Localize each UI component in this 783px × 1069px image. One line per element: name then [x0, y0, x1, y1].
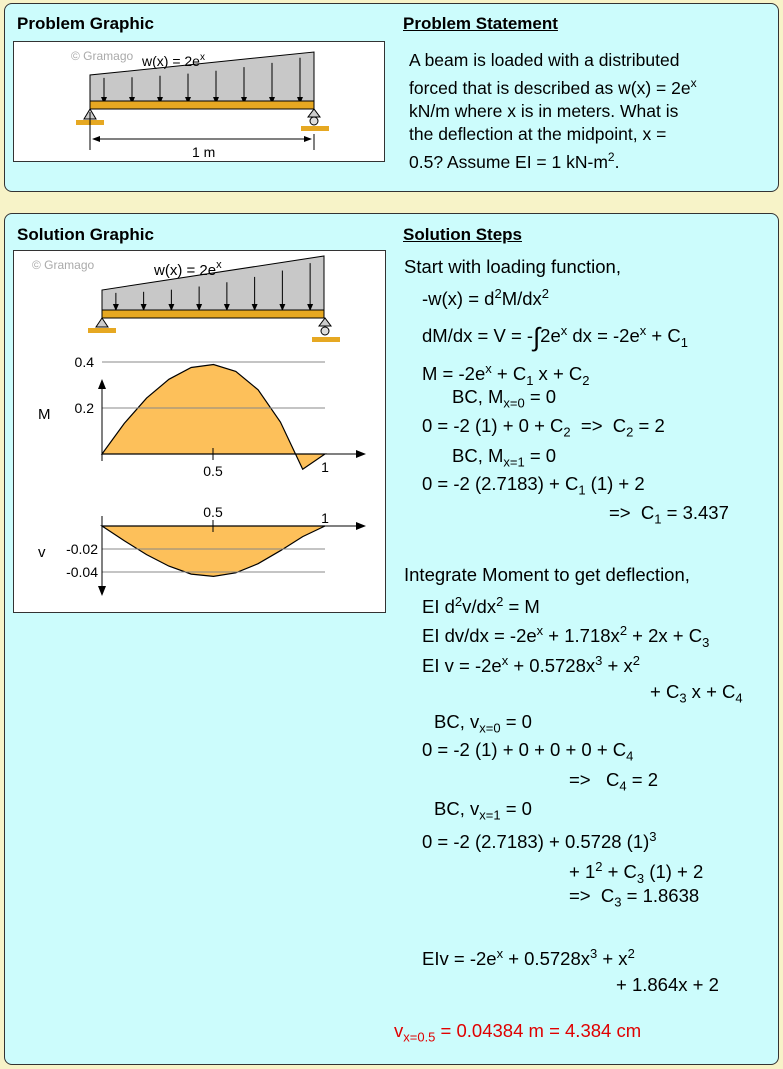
problem-beam-diagram — [14, 42, 384, 161]
step-line: BC, $M_{x=0} = 0$ — [452, 386, 557, 411]
step-line: BC, $v_{x=0} = 0$ — [434, 711, 532, 736]
moment-tick-label: 0.2 — [74, 400, 94, 416]
problem-panel — [4, 3, 779, 192]
pin-support — [96, 318, 108, 327]
step-line: BC, $v_{x=1} = 0$ — [434, 798, 532, 823]
ground-right — [312, 337, 340, 342]
solution-graphic — [13, 250, 386, 613]
beam — [102, 310, 324, 318]
beam — [90, 101, 314, 109]
problem-graphic — [13, 41, 385, 162]
solution-steps-title: Solution Steps — [403, 225, 522, 244]
statement-line: 0.5? Assume EI = 1 $kN-m^2$. — [409, 149, 620, 172]
roller-wheel — [321, 327, 329, 335]
problem-statement — [409, 49, 774, 174]
step-line: Integrate Moment to get deflection, — [404, 564, 690, 585]
moment-xtick-label: 1 — [321, 459, 329, 475]
problem-graphic-title: Problem Graphic — [17, 14, 154, 33]
step-line: EIv = $-2e^x + 0.5728x^3 + x^2$ — [422, 946, 635, 970]
solution-diagram — [14, 251, 385, 612]
load-label: $w(x) = 2e^x$ — [154, 259, 222, 279]
step-line: 0 = -2 $(1) + 0 + C_2 => C_2 = 2$ — [422, 415, 665, 440]
step-line: + $C_3$ $x + C_4$ — [650, 681, 743, 706]
deflection-ylabel: v — [38, 544, 46, 561]
step-line: $-w(x) = d^2M/dx^2$ — [422, 286, 550, 310]
roller-support — [319, 318, 331, 326]
ground-right — [301, 126, 329, 131]
step-line: 0 = -2 (2.7183) + 0.5728 $(1)^3$ — [422, 829, 657, 853]
copyright-text: © Gramago — [32, 258, 95, 272]
step-line: 0 = -2 $(1) + 0 + 0 + 0 + C_4$ — [422, 739, 634, 764]
solution-graphic-title: Solution Graphic — [17, 225, 154, 244]
deflection-tick-label: -0.02 — [66, 541, 98, 557]
deflection-tick-label: -0.04 — [66, 564, 98, 580]
deflection-xtick-label: 1 — [321, 510, 329, 526]
problem-statement-title: Problem Statement — [403, 14, 558, 33]
step-line: 0 = -2 $(2.7183) + C_1$ (1) + 2 — [422, 473, 645, 498]
moment-xtick-label: 0.5 — [203, 463, 223, 479]
step-line: Start with loading function, — [404, 256, 621, 277]
deflection-xtick-label: 0.5 — [203, 504, 223, 520]
step-line: EI $d^2v/dx^2 = M$ — [422, 594, 540, 618]
span-label: 1 m — [192, 144, 216, 160]
step-line: EI $dv/dx = -2e^x + 1.718x^2 + 2x + C_3$ — [422, 623, 710, 650]
solution-panel — [4, 213, 779, 1065]
step-line: + 1.864x + 2 — [616, 974, 719, 995]
statement-line: forced that is described as $w(x) = 2e^x$ — [409, 76, 697, 98]
moment-tick-label: 0.4 — [74, 354, 94, 370]
step-line: => $C_4 = 2$ — [569, 769, 658, 794]
final-result: $v_{x=0.5} = 0.04384$ m = 4.384 cm — [394, 1020, 642, 1045]
step-line: => $C_1 = 3.437$ — [609, 502, 729, 527]
step-line: $M = -2e^x + C_1$ $x + C_2$ — [422, 361, 590, 388]
load-label: $w(x) = 2e^x$ — [142, 52, 205, 69]
statement-line: the deflection at the midpoint, x = — [409, 123, 667, 144]
step-line: $dM/dx = V = -\int 2e^x$ dx = $-2e^x + C_1$ — [422, 322, 688, 353]
step-line: BC, $M_{x=1} = 0$ — [452, 445, 557, 470]
roller-wheel — [310, 117, 318, 125]
step-line: EI $v = -2e^x + 0.5728x^3 + x^2$ — [422, 653, 640, 677]
moment-diagram — [38, 354, 366, 479]
statement-line: A beam is loaded with a distributed — [409, 50, 680, 70]
roller-support — [308, 109, 320, 117]
ground-left — [88, 328, 116, 333]
deflection-diagram — [38, 504, 366, 596]
moment-ylabel: M — [38, 406, 51, 423]
copyright-text: © Gramago — [71, 49, 134, 63]
step-line: => $C_3 = 1.8638$ — [569, 885, 700, 910]
step-line: + $1^2 + C_3$ (1) + 2 — [569, 859, 704, 886]
statement-line: kN/m where x is in meters. What is — [409, 100, 679, 121]
deflection-area — [102, 526, 325, 576]
